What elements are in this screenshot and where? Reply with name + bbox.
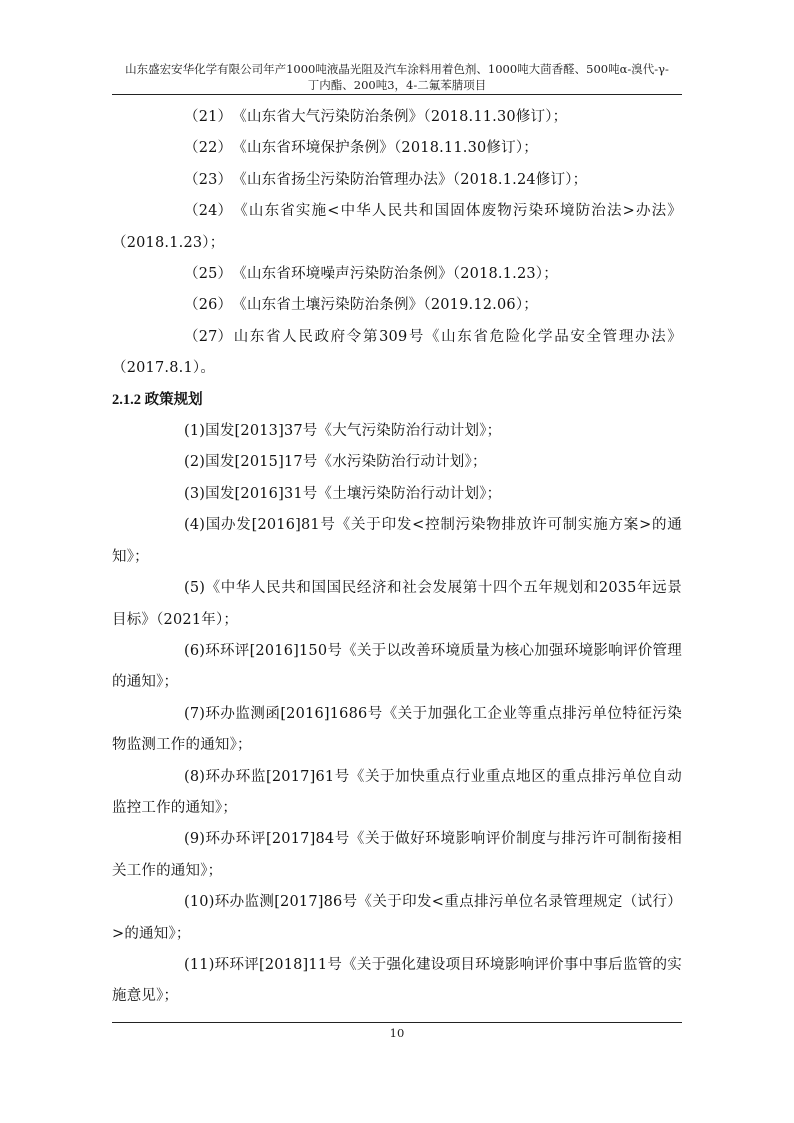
regulation-item: （22）《山东省环境保护条例》（2018.11.30修订）； — [184, 140, 538, 157]
regulation-item: （21）《山东省大气污染防治条例》（2018.11.30修订）； — [184, 109, 568, 125]
policy-item: (8)环办环监[2017]61号《关于加快重点行业重点地区的重点排污单位自动监控工作的通知》； — [112, 768, 682, 816]
policy-item: (5)《中华人民共和国国民经济和社会发展第十四个五年规划和2035年远景目标》（2021年）； — [112, 580, 682, 628]
footer-divider — [112, 1022, 682, 1023]
policy-item: (9)环办环评[2017]84号《关于做好环境影响评价制度与排污许可制衔接相关工作的通知》； — [112, 831, 682, 879]
policy-item: (4)国办发[2016]81号《关于印发<控制污染物排放许可制实施方案>的通知》； — [112, 517, 682, 565]
policy-item: (1)国发[2013]37号《大气污染防治行动计划》； — [184, 423, 502, 440]
regulation-item: （24）《山东省实施<中华人民共和国固体废物污染环境防治法>办法》（2018.1.23）； — [112, 203, 682, 251]
header-divider — [112, 94, 682, 95]
running-header — [112, 61, 682, 93]
header-title-line-1: 山东盛宏安华化学有限公司年产1000吨液晶光阻及汽车涂料用着色剂、1000吨大茴香醛、500吨α-溴代-γ- — [125, 62, 669, 76]
policy-item: (6)环环评[2016]150号《关于以改善环境质量为核心加强环境影响评价管理的通知》； — [112, 642, 682, 691]
regulation-item: （27）山东省人民政府令第309号《山东省危险化学品安全管理办法》（2017.8.1）。 — [112, 328, 682, 377]
regulation-item: （23）《山东省扬尘污染防治管理办法》（2018.1.24修订）； — [184, 171, 588, 188]
policy-item: (7)环办监测函[2016]1686号《关于加强化工企业等重点排污单位特征污染物监测工作的通知》； — [112, 705, 682, 754]
section-heading — [112, 385, 682, 416]
regulation-item: （26）《山东省土壤污染防治条例》（2019.12.06）； — [184, 297, 538, 314]
policy-item: (3)国发[2016]31号《土壤污染防治行动计划》； — [184, 485, 502, 502]
section-number: 2.1.2 — [112, 391, 141, 408]
regulation-item: （25）《山东省环境噪声污染防治条例》（2018.1.23）； — [184, 266, 558, 283]
policy-item: (2)国发[2015]17号《水污染防治行动计划》； — [184, 454, 487, 471]
page-body — [112, 102, 682, 1013]
policy-item: (11)环环评[2018]11号《关于强化建设项目环境影响评价事中事后监管的实施意见》； — [112, 956, 682, 1005]
section-title: 政策规划 — [144, 391, 203, 408]
page-number: 10 — [389, 1026, 405, 1040]
header-title-line-2: 丁内酯、200吨3，4-二氟苯腈项目 — [307, 78, 487, 92]
policy-item: (10)环办监测[2017]86号《关于印发<重点排污单位名录管理规定（试行）>的通知》； — [112, 894, 682, 942]
